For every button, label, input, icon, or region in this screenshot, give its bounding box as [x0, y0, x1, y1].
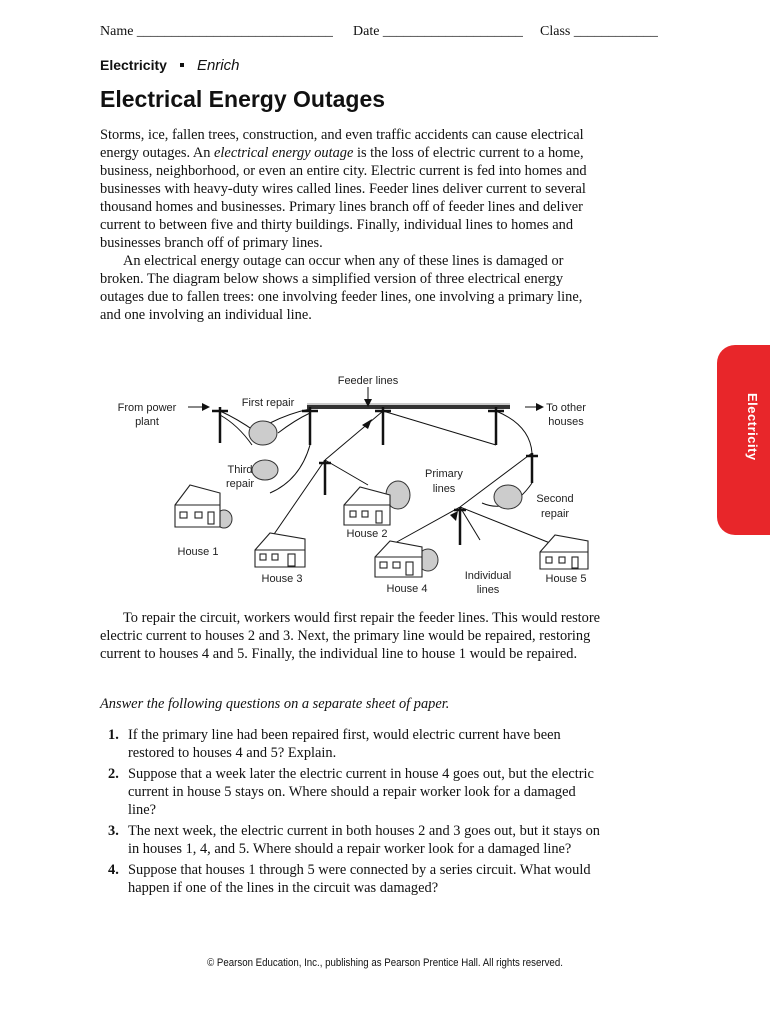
- question-item: [100, 765, 602, 819]
- question-text: Suppose that houses 1 through 5 were connected by a series circuit. What would happen if one of the lines in the circuit was damaged?: [128, 862, 591, 896]
- date-field-label: Date ____________________: [353, 24, 523, 39]
- class-field-label: Class ____________: [540, 24, 658, 39]
- question-item: [100, 726, 602, 762]
- paragraph-2: An electrical energy outage can occur when any of these lines is damaged or broken. The diagram below shows a simplified version of three electrical energy outages due to fallen trees: one involving feeder lines, one involving a primary line, and one involving an individual line.: [100, 253, 583, 323]
- label-third-repair-2: repair: [225, 478, 255, 490]
- repair-text: [100, 609, 602, 663]
- label-from-power-2: plant: [135, 416, 159, 428]
- paragraph-3: To repair the circuit, workers would first repair the feeder lines. This would restore electric current to houses 2 and 3. Next, the primary line would be repaired, restoring current to houses 4 and 5. Finally, the individual line to house 1 would be repaired.: [100, 610, 601, 662]
- question-item: [100, 861, 602, 897]
- label-house-5: House 5: [545, 573, 587, 585]
- label-second-repair-2: repair: [540, 508, 570, 520]
- question-number: 1.: [108, 727, 119, 743]
- label-second-repair-1: Second: [536, 493, 574, 505]
- copyright-footer: © Pearson Education, Inc., publishing as Pearson Prentice Hall. All rights reserved.: [207, 957, 563, 969]
- name-field-label: Name ____________________________: [100, 24, 333, 39]
- unit-label: Electricity: [100, 57, 167, 73]
- question-text: If the primary line had been repaired first, would electric current have been restored to houses 4 and 5? Explain.: [128, 727, 561, 761]
- instruction: Answer the following questions on a separate sheet of paper.: [100, 696, 450, 712]
- page-title: Electrical Energy Outages: [100, 86, 386, 112]
- question-number: 2.: [108, 766, 119, 782]
- label-primary-lines-2: lines: [432, 483, 456, 495]
- term-outage: electrical energy outage: [214, 145, 354, 161]
- section-tab: [717, 345, 770, 535]
- to-houses-arrowhead: [536, 403, 544, 411]
- question-number: 3.: [108, 823, 119, 839]
- label-house-3: House 3: [261, 573, 303, 585]
- paragraph-1-end: is the loss of electric current to a home, business, neighborhood, or even an entire city. Electric current is fed into homes and businesses with heavy-duty wires called lines. Feeder lines deliver current to several thousand homes and businesses. Primary lines branch off of feeder lines and deliver current to between five and thirty buildings. Finally, individual lines to homes and businesses branch off of primary lines.: [100, 145, 587, 251]
- section-tab-label: Electricity: [745, 393, 760, 461]
- label-to-other-1: To other: [546, 402, 586, 414]
- paragraph-1: [100, 126, 602, 252]
- house-3-icon: [255, 533, 305, 567]
- intro-text: [100, 126, 602, 324]
- label-third-repair-1: Third: [227, 464, 253, 476]
- house-4-icon: [375, 541, 422, 577]
- question-item: [100, 822, 602, 858]
- house-2-icon: [344, 487, 390, 525]
- label-house-2: House 2: [346, 528, 388, 540]
- label-individual-lines-2: lines: [476, 584, 500, 596]
- question-number: 4.: [108, 862, 119, 878]
- worksheet-type: Enrich: [196, 57, 240, 74]
- label-to-other-2: houses: [548, 416, 584, 428]
- label-feeder-lines: Feeder lines: [337, 375, 399, 387]
- label-house-1: House 1: [177, 546, 219, 558]
- label-from-power-1: From power: [117, 402, 177, 414]
- primary-arrow-2: [450, 511, 458, 521]
- subhead: [100, 57, 239, 74]
- label-first-repair: First repair: [241, 397, 295, 409]
- paragraph-1-start: Storms, ice, fallen trees, construction, and even traffic accidents can cause electrical energy outages. An: [100, 127, 584, 161]
- label-house-4: House 4: [386, 583, 428, 595]
- label-primary-lines-1: Primary: [425, 468, 463, 480]
- question-text: The next week, the electric current in both houses 2 and 3 goes out, but it stays on in houses 1, 4, and 5. Where should a repair worker look for a damaged line?: [128, 823, 600, 857]
- power-in-arrowhead: [202, 403, 210, 411]
- question-text: Suppose that a week later the electric current in house 4 goes out, but the electric current in house 5 stays on. Where should a repair worker look for a damaged line?: [128, 766, 594, 818]
- label-individual-lines-1: Individual: [464, 570, 512, 582]
- outage-diagram: [100, 365, 610, 605]
- question-list: [100, 726, 602, 900]
- bullet-icon: [180, 63, 184, 67]
- primary-lines: [270, 411, 555, 545]
- house-5-icon: [540, 535, 588, 569]
- house-1-icon: [175, 485, 220, 527]
